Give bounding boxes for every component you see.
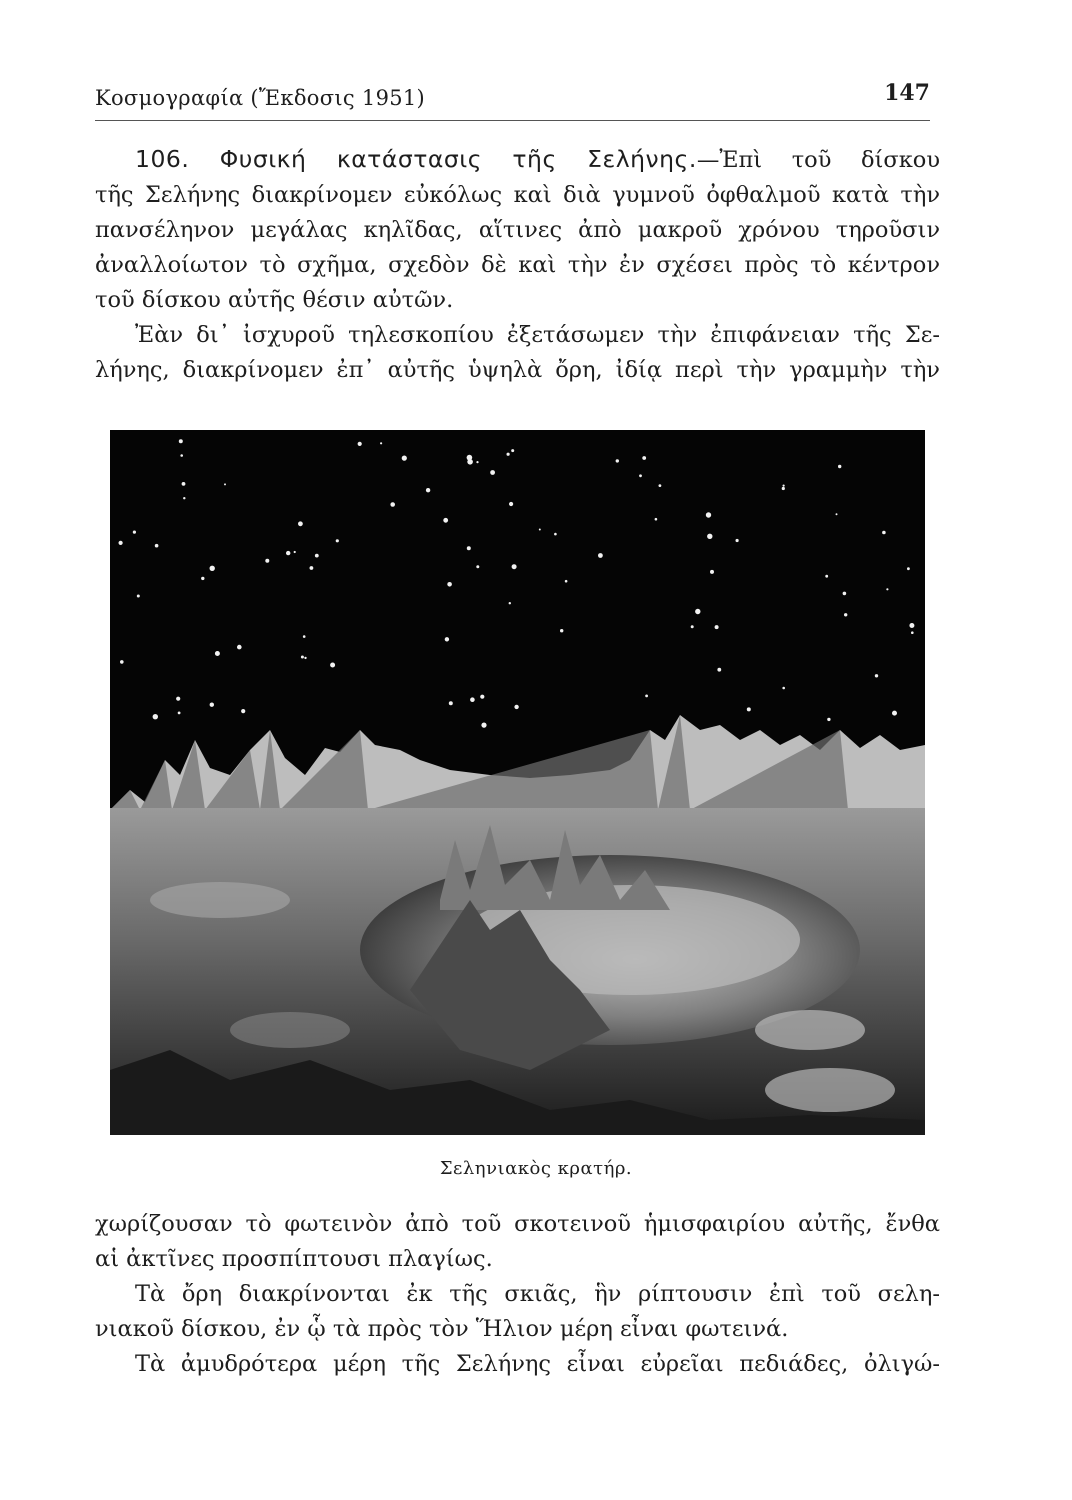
star <box>133 531 136 534</box>
body-line: χωρίζουσαν τὸ φωτεινὸν ἀπὸ τοῦ σκοτεινοῦ ἡμισφαιρίου αὐτῆς, ἔνθα <box>95 1211 940 1237</box>
star <box>315 554 319 558</box>
page-header <box>95 80 930 116</box>
small-crater <box>230 1012 350 1048</box>
star <box>445 637 449 641</box>
star <box>747 707 751 711</box>
star <box>560 629 563 632</box>
star <box>224 483 226 485</box>
star <box>210 703 214 707</box>
star <box>882 531 886 535</box>
lunar-crater-drawing <box>110 430 925 1135</box>
star <box>402 456 407 461</box>
star <box>176 697 180 701</box>
star <box>490 470 495 475</box>
star <box>843 592 847 596</box>
star <box>539 529 541 531</box>
star <box>838 465 841 468</box>
star <box>241 709 245 713</box>
star <box>426 488 430 492</box>
star <box>736 539 739 542</box>
small-crater <box>755 1010 865 1050</box>
section-first-line <box>95 142 940 178</box>
star <box>659 484 662 487</box>
star <box>554 533 557 536</box>
star <box>265 559 269 563</box>
star <box>179 439 183 443</box>
star <box>598 553 603 558</box>
star <box>201 577 204 580</box>
star <box>180 454 183 457</box>
star <box>153 714 158 719</box>
star <box>616 459 619 462</box>
small-crater <box>765 1068 895 1112</box>
star <box>875 674 878 677</box>
body-line: λήνης, διακρίνομεν ἐπ᾽ αὐτῆς ὑψηλὰ ὄρη, ἰδίᾳ περὶ τὴν γραμμὴν τὴν <box>95 357 940 383</box>
star <box>390 502 395 507</box>
star <box>443 518 448 523</box>
star <box>509 502 513 506</box>
star <box>642 456 646 460</box>
lunar-crater-illustration <box>110 430 925 1135</box>
star <box>237 645 242 650</box>
star <box>476 565 479 568</box>
star <box>215 651 220 656</box>
section-first-line-text: —Ἐπὶ τοῦ δίσκου <box>696 147 941 173</box>
star <box>210 566 215 571</box>
running-title: Κοσμογραφία (Ἔκδοσις 1951) <box>95 86 426 110</box>
star <box>467 455 473 461</box>
star <box>911 631 914 634</box>
star <box>476 461 478 463</box>
star <box>514 705 518 709</box>
star <box>301 656 304 659</box>
star <box>695 609 700 614</box>
star <box>182 482 186 486</box>
star <box>691 625 694 628</box>
small-crater <box>150 882 290 918</box>
star <box>303 635 306 638</box>
star <box>470 697 475 702</box>
page-number: 147 <box>884 80 930 106</box>
body-line: νιακοῦ δίσκου, ἐν ᾧ τὰ πρὸς τὸν Ἥλιον μέρη εἶναι φωτεινά. <box>95 1316 789 1342</box>
star <box>715 625 719 629</box>
body-line: Τὰ ὄρη διακρίνονται ἐκ τῆς σκιᾶς, ἣν ρίπτουσιν ἐπὶ τοῦ σελη- <box>135 1281 940 1307</box>
star <box>310 566 314 570</box>
star <box>827 718 830 721</box>
star <box>645 695 648 698</box>
star <box>836 513 838 515</box>
star <box>298 521 303 526</box>
star <box>783 485 785 487</box>
star <box>511 449 514 452</box>
star <box>782 487 785 490</box>
star <box>655 518 658 521</box>
header-rule <box>95 120 930 121</box>
star <box>380 442 382 444</box>
star <box>467 546 471 550</box>
star <box>481 723 486 728</box>
star <box>892 711 897 716</box>
star <box>717 668 721 672</box>
star <box>294 551 296 553</box>
star <box>706 512 711 517</box>
star <box>155 544 159 548</box>
star <box>512 564 517 569</box>
star <box>639 474 642 477</box>
star <box>330 663 335 668</box>
star <box>886 588 888 590</box>
star <box>304 657 306 659</box>
section-106-text <box>95 142 940 388</box>
star <box>336 539 339 542</box>
star <box>707 534 712 539</box>
body-line: Τὰ ἀμυδρότερα μέρη τῆς Σελήνης εἶναι εὐρεῖαι πεδιάδες, ὀλιγώ- <box>135 1351 940 1377</box>
star <box>178 712 181 715</box>
body-line: τῆς Σελήνης διακρίνομεν εὐκόλως καὶ διὰ γυμνοῦ ὀφθαλμοῦ κατὰ τὴν <box>95 182 940 208</box>
star <box>449 701 453 705</box>
star <box>909 623 914 628</box>
star <box>710 570 714 574</box>
star <box>137 595 140 598</box>
star <box>480 695 484 699</box>
star <box>509 602 511 604</box>
star <box>825 575 828 578</box>
star <box>120 660 124 664</box>
star <box>447 582 452 587</box>
star <box>286 551 290 555</box>
star <box>782 687 785 690</box>
star <box>565 580 568 583</box>
body-line: ἀναλλοίωτον τὸ σχῆμα, σχεδὸν δὲ καὶ τὴν ἐν σχέσει πρὸς τὸ κέντρον <box>95 252 940 278</box>
section-heading: 106. Φυσική κατάστασις τῆς Σελήνης. <box>135 145 697 173</box>
body-line: τοῦ δίσκου αὐτῆς θέσιν αὐτῶν. <box>95 287 454 313</box>
body-line: αἱ ἀκτῖνες προσπίπτουσι πλαγίως. <box>95 1246 493 1272</box>
figure-caption: Σεληνιακὸς κρατήρ. <box>439 1158 633 1179</box>
star <box>907 567 910 570</box>
star <box>358 442 362 446</box>
star <box>183 497 185 499</box>
body-line: Ἐὰν δι᾽ ἰσχυροῦ τηλεσκοπίου ἐξετάσωμεν τὴν ἐπιφάνειαν τῆς Σε- <box>135 322 940 348</box>
star <box>844 613 847 616</box>
star <box>507 453 510 456</box>
continuation-text <box>95 1207 940 1382</box>
body-line: πανσέληνον μεγάλας κηλῖδας, αἵτινες ἀπὸ μακροῦ χρόνου τηροῦσιν <box>95 217 940 243</box>
star <box>119 541 123 545</box>
